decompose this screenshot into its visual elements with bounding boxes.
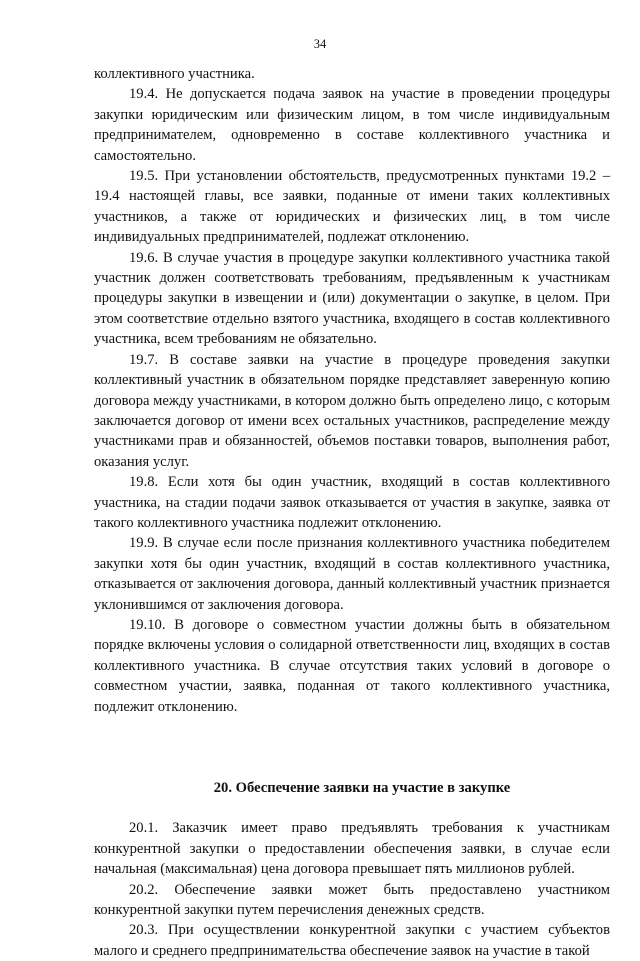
paragraph-19-5: 19.5. При установлении обстоятельств, предусмотренных пунктами 19.2 – 19.4 настоящей главы, все заявки, поданные от имени таких коллективных участников, а также от юридических и физических лиц, в том числе индивидуальных предпринимателей, подлежат отклонению.	[94, 168, 610, 246]
paragraph-19-10: 19.10. В договоре о совместном участии должны быть в обязательном порядке включены условия о солидарной ответственности лиц, входящих в состав коллективного участника. В случае отсутствия таких условий в договоре о совместном участии, заявка, поданная от такого коллективного участника, подлежит отклонению.	[94, 616, 610, 715]
paragraph-19-7: 19.7. В составе заявки на участие в процедуре проведения закупки коллективный участник в обязательном порядке представляет заверенную копию договора между участниками, в котором должно быть определено лицо, с которым заключается договор от имени всех остальных участников, распределение между участниками прав и обязанностей, объемов поставки товаров, выполнения работ, оказания услуг.	[94, 351, 610, 470]
paragraph-19-4: 19.4. Не допускается подача заявок на участие в проведении процедуры закупки юридическим или физическим лицом, в том числе индивидуальным предпринимателем, одновременно в составе коллективного участника и самостоятельно.	[94, 86, 610, 164]
section-spacer	[94, 717, 610, 778]
paragraph-continuation: коллективного участника.	[94, 66, 255, 82]
document-body	[94, 64, 610, 961]
paragraph-19-6: 19.6. В случае участия в процедуре закупки коллективного участника такой участник должен соответствовать требованиям, предъявленным к участникам процедуры закупки в извещении и (или) документации о закупке, в целом. При этом соответствие отдельно взятого участника, входящего в состав коллективного участника, всем требованиям не обязательно.	[94, 249, 610, 348]
paragraph-20-3: 20.3. При осуществлении конкурентной закупки с участием субъектов малого и среднего предпринимательства обеспечение заявок на участие в такой	[94, 922, 610, 959]
heading-spacer	[94, 798, 610, 818]
page-number: 34	[313, 37, 327, 51]
paragraph-20-2: 20.2. Обеспечение заявки может быть предоставлено участником конкурентной закупки путем перечисления денежных средств.	[94, 881, 610, 919]
paragraph-19-8: 19.8. Если хотя бы один участник, входящий в состав коллективного участника, на стадии подачи заявок отказывается от участия в закупке, заявка от такого коллективного участника подлежит отклонению.	[94, 474, 610, 531]
paragraph-20-1: 20.1. Заказчик имеет право предъявлять требования к участникам конкурентной закупки о предоставлении обеспечения заявки, в случае если начальная (максимальная) цена договора превышает пять миллионов рублей.	[94, 820, 610, 878]
section-heading: 20. Обеспечение заявки на участие в закупке	[213, 780, 511, 796]
paragraph-19-9: 19.9. В случае если после признания коллективного участника победителем закупки хотя бы один участник, входящий в состав коллективного участника, отказывается от заключения договора, данный коллективный участник признается уклонившимся от заключения договора.	[94, 535, 610, 613]
